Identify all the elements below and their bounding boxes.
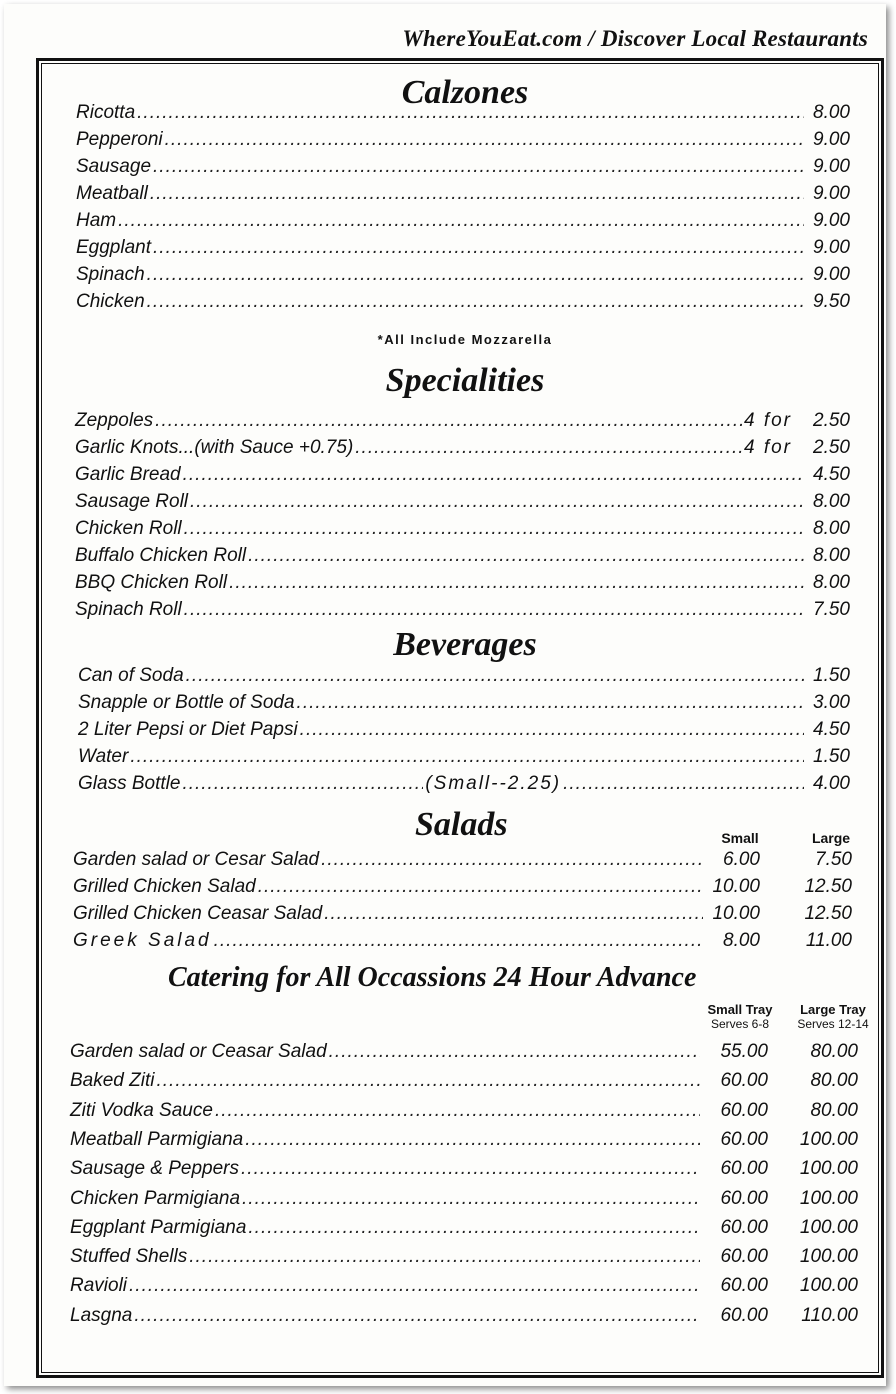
item-price-large: 100.00 bbox=[799, 1216, 858, 1238]
item-name: Ravioli bbox=[70, 1275, 128, 1297]
specialities-item bbox=[75, 464, 850, 488]
item-price: 9.00 bbox=[813, 183, 850, 204]
catering-item bbox=[70, 1246, 858, 1270]
catering-item bbox=[70, 1100, 858, 1124]
dot-leader bbox=[182, 773, 423, 795]
catering-col-large-sub: Serves 12-14 bbox=[797, 1017, 869, 1031]
item-price: 4.50 bbox=[813, 719, 850, 740]
item-qty: 4 for bbox=[743, 437, 792, 458]
dot-leader bbox=[355, 437, 742, 459]
item-price-small: 55.00 bbox=[720, 1041, 768, 1062]
dot-leader bbox=[248, 1217, 700, 1239]
catering-item bbox=[70, 1041, 858, 1065]
item-name: Spinach bbox=[76, 264, 145, 285]
item-name: Grilled Chicken Ceasar Salad bbox=[73, 903, 323, 924]
dot-leader bbox=[183, 464, 804, 486]
dot-leader bbox=[563, 773, 804, 795]
item-price: 8.00 bbox=[813, 572, 850, 593]
item-name: Chicken Roll bbox=[75, 518, 182, 539]
item-name: BBQ Chicken Roll bbox=[75, 572, 228, 593]
item-price-small: 60.00 bbox=[720, 1216, 768, 1238]
catering-item bbox=[70, 1129, 858, 1153]
beverages-item bbox=[78, 665, 850, 689]
dot-leader bbox=[297, 692, 804, 714]
item-price-large: 100.00 bbox=[799, 1128, 858, 1150]
item-name: Ham bbox=[76, 210, 117, 231]
dot-leader bbox=[215, 1100, 700, 1122]
item-name: Snapple or Bottle of Soda bbox=[78, 692, 295, 713]
dot-leader bbox=[245, 1129, 700, 1151]
item-name: Greek Salad bbox=[73, 930, 212, 951]
item-price: 9.00 bbox=[813, 156, 850, 177]
dot-leader bbox=[324, 903, 703, 925]
calzones-item bbox=[76, 210, 850, 234]
item-price-large: 12.50 bbox=[804, 903, 852, 924]
item-price-large: 80.00 bbox=[810, 1041, 858, 1062]
item-name: Spinach Roll bbox=[75, 599, 182, 620]
dot-leader bbox=[248, 545, 804, 567]
item-price: 8.00 bbox=[813, 491, 850, 512]
dot-leader bbox=[155, 410, 742, 432]
item-price-small: 60.00 bbox=[720, 1304, 768, 1326]
salads-col-large: Large bbox=[811, 830, 851, 846]
item-price: 2.50 bbox=[813, 410, 850, 431]
item-price: 9.00 bbox=[813, 264, 850, 285]
dot-leader bbox=[130, 746, 804, 768]
catering-col-large: Large Tray bbox=[800, 1002, 866, 1017]
dot-leader bbox=[241, 1158, 700, 1180]
item-name: Eggplant bbox=[76, 237, 152, 258]
specialities-item bbox=[75, 545, 850, 569]
calzones-item bbox=[76, 183, 850, 207]
calzones-item bbox=[76, 102, 850, 126]
item-price: 9.00 bbox=[813, 237, 850, 258]
item-price: 9.00 bbox=[813, 129, 850, 150]
dot-leader bbox=[184, 599, 804, 621]
item-name: Sausage Roll bbox=[75, 491, 189, 512]
calzones-item bbox=[76, 129, 850, 153]
salads-item bbox=[73, 876, 852, 900]
item-price-large: 80.00 bbox=[810, 1070, 858, 1092]
beverages-item bbox=[78, 773, 850, 797]
dot-leader bbox=[229, 572, 804, 594]
calzones-note: *All Include Mozzarella bbox=[377, 332, 553, 347]
item-name: Baked Ziti bbox=[70, 1070, 155, 1092]
item-price-small: 8.00 bbox=[723, 930, 760, 951]
dot-leader bbox=[153, 156, 804, 178]
item-price: 2.50 bbox=[813, 437, 850, 458]
salads-item bbox=[73, 903, 852, 927]
catering-item bbox=[70, 1158, 858, 1182]
dot-leader bbox=[242, 1188, 700, 1210]
item-price-large: 12.50 bbox=[804, 876, 852, 897]
dot-leader bbox=[118, 210, 804, 232]
catering-item bbox=[70, 1188, 858, 1212]
dot-leader bbox=[129, 1275, 700, 1297]
item-name: Grilled Chicken Salad bbox=[73, 876, 256, 897]
item-name: Meatball bbox=[76, 183, 148, 204]
calzones-item bbox=[76, 291, 850, 315]
catering-item bbox=[70, 1217, 858, 1241]
calzones-item bbox=[76, 156, 850, 180]
item-name: Can of Soda bbox=[78, 665, 184, 686]
dot-leader bbox=[165, 129, 804, 151]
item-price-small: 60.00 bbox=[720, 1275, 768, 1297]
item-price: 7.50 bbox=[813, 599, 850, 620]
item-name: Garden salad or Cesar Salad bbox=[73, 849, 320, 870]
dot-leader bbox=[137, 102, 804, 124]
item-price: 3.00 bbox=[813, 692, 850, 713]
item-price-small: 6.00 bbox=[723, 849, 760, 870]
item-note: (Small--2.25) bbox=[425, 773, 562, 794]
item-name: Eggplant Parmigiana bbox=[70, 1216, 247, 1238]
dot-leader bbox=[214, 930, 703, 952]
dot-leader bbox=[329, 1041, 700, 1063]
item-name: Chicken bbox=[76, 291, 145, 312]
item-name: 2 Liter Pepsi or Diet Papsi bbox=[78, 719, 298, 740]
beverages-item bbox=[78, 746, 850, 770]
specialities-item bbox=[75, 599, 850, 623]
catering-item bbox=[70, 1305, 858, 1329]
dot-leader bbox=[150, 183, 804, 205]
item-name: Garlic Knots...(with Sauce +0.75) bbox=[75, 437, 354, 458]
item-price-large: 100.00 bbox=[799, 1187, 858, 1209]
specialities-heading: Specialities bbox=[385, 362, 545, 399]
calzones-heading: Calzones bbox=[401, 74, 529, 111]
item-price: 8.00 bbox=[813, 518, 850, 539]
salads-col-small: Small bbox=[721, 830, 759, 846]
item-name: Sausage & Peppers bbox=[70, 1158, 240, 1180]
item-price: 4.00 bbox=[813, 773, 850, 794]
salads-item bbox=[73, 849, 852, 873]
item-price: 1.50 bbox=[813, 746, 850, 767]
item-name: Chicken Parmigiana bbox=[70, 1187, 241, 1209]
item-name: Garlic Bread bbox=[75, 464, 181, 485]
catering-col-small: Small Tray bbox=[707, 1002, 773, 1017]
dot-leader bbox=[184, 518, 804, 540]
item-price-large: 11.00 bbox=[805, 930, 852, 951]
dot-leader bbox=[300, 719, 804, 741]
dot-leader bbox=[186, 665, 804, 687]
item-price-small: 60.00 bbox=[720, 1128, 768, 1150]
item-price-small: 60.00 bbox=[720, 1070, 768, 1092]
item-price: 1.50 bbox=[813, 665, 850, 686]
dot-leader bbox=[153, 237, 804, 259]
item-name: Pepperoni bbox=[76, 129, 163, 150]
item-price: 9.00 bbox=[813, 210, 850, 231]
item-name: Buffalo Chicken Roll bbox=[75, 545, 247, 566]
specialities-item bbox=[75, 437, 850, 461]
salads-heading: Salads bbox=[415, 806, 508, 843]
item-price: 8.00 bbox=[813, 102, 850, 123]
calzones-item bbox=[76, 237, 850, 261]
item-price-small: 10.00 bbox=[712, 903, 760, 924]
catering-heading: Catering for All Occassions 24 Hour Advance bbox=[168, 962, 697, 993]
item-price-large: 80.00 bbox=[810, 1099, 858, 1121]
dot-leader bbox=[147, 291, 804, 313]
item-name: Stuffed Shells bbox=[70, 1246, 188, 1268]
specialities-item bbox=[75, 410, 850, 434]
calzones-item bbox=[76, 264, 850, 288]
item-price: 9.50 bbox=[813, 291, 850, 312]
dot-leader bbox=[189, 1246, 700, 1268]
salads-item bbox=[73, 930, 852, 954]
item-name: Meatball Parmigiana bbox=[70, 1128, 244, 1150]
item-price: 4.50 bbox=[813, 464, 850, 485]
item-name: Lasgna bbox=[70, 1304, 133, 1326]
item-name: Zeppoles bbox=[75, 410, 154, 431]
item-price-small: 10.00 bbox=[712, 876, 760, 897]
item-price-large: 110.00 bbox=[801, 1304, 858, 1326]
catering-item bbox=[70, 1275, 858, 1299]
dot-leader bbox=[321, 849, 703, 871]
item-price: 8.00 bbox=[813, 545, 850, 566]
item-price-small: 60.00 bbox=[720, 1099, 768, 1121]
item-qty: 4 for bbox=[743, 410, 792, 431]
beverages-item bbox=[78, 692, 850, 716]
item-name: Water bbox=[78, 746, 129, 767]
item-price-large: 100.00 bbox=[799, 1158, 858, 1180]
item-name: Glass Bottle bbox=[78, 773, 181, 794]
specialities-item bbox=[75, 572, 850, 596]
item-name: Ricotta bbox=[76, 102, 136, 123]
item-price-large: 100.00 bbox=[799, 1275, 858, 1297]
catering-col-small-sub: Serves 6-8 bbox=[710, 1017, 770, 1031]
item-price-large: 7.50 bbox=[815, 849, 852, 870]
item-name: Sausage bbox=[76, 156, 152, 177]
item-name: Ziti Vodka Sauce bbox=[70, 1099, 213, 1121]
item-price-small: 60.00 bbox=[720, 1187, 768, 1209]
beverages-item bbox=[78, 719, 850, 743]
item-price-small: 60.00 bbox=[720, 1246, 768, 1268]
beverages-heading: Beverages bbox=[393, 626, 537, 663]
dot-leader bbox=[156, 1070, 700, 1092]
dot-leader bbox=[190, 491, 804, 513]
dot-leader bbox=[258, 876, 703, 898]
catering-item bbox=[70, 1070, 858, 1094]
specialities-item bbox=[75, 491, 850, 515]
item-price-large: 100.00 bbox=[799, 1246, 858, 1268]
dot-leader bbox=[134, 1305, 700, 1327]
item-price-small: 60.00 bbox=[720, 1158, 768, 1180]
specialities-item bbox=[75, 518, 850, 542]
dot-leader bbox=[147, 264, 804, 286]
site-header[interactable]: WhereYouEat.com / Discover Local Restaurants bbox=[402, 26, 868, 51]
item-name: Garden salad or Ceasar Salad bbox=[70, 1041, 327, 1062]
